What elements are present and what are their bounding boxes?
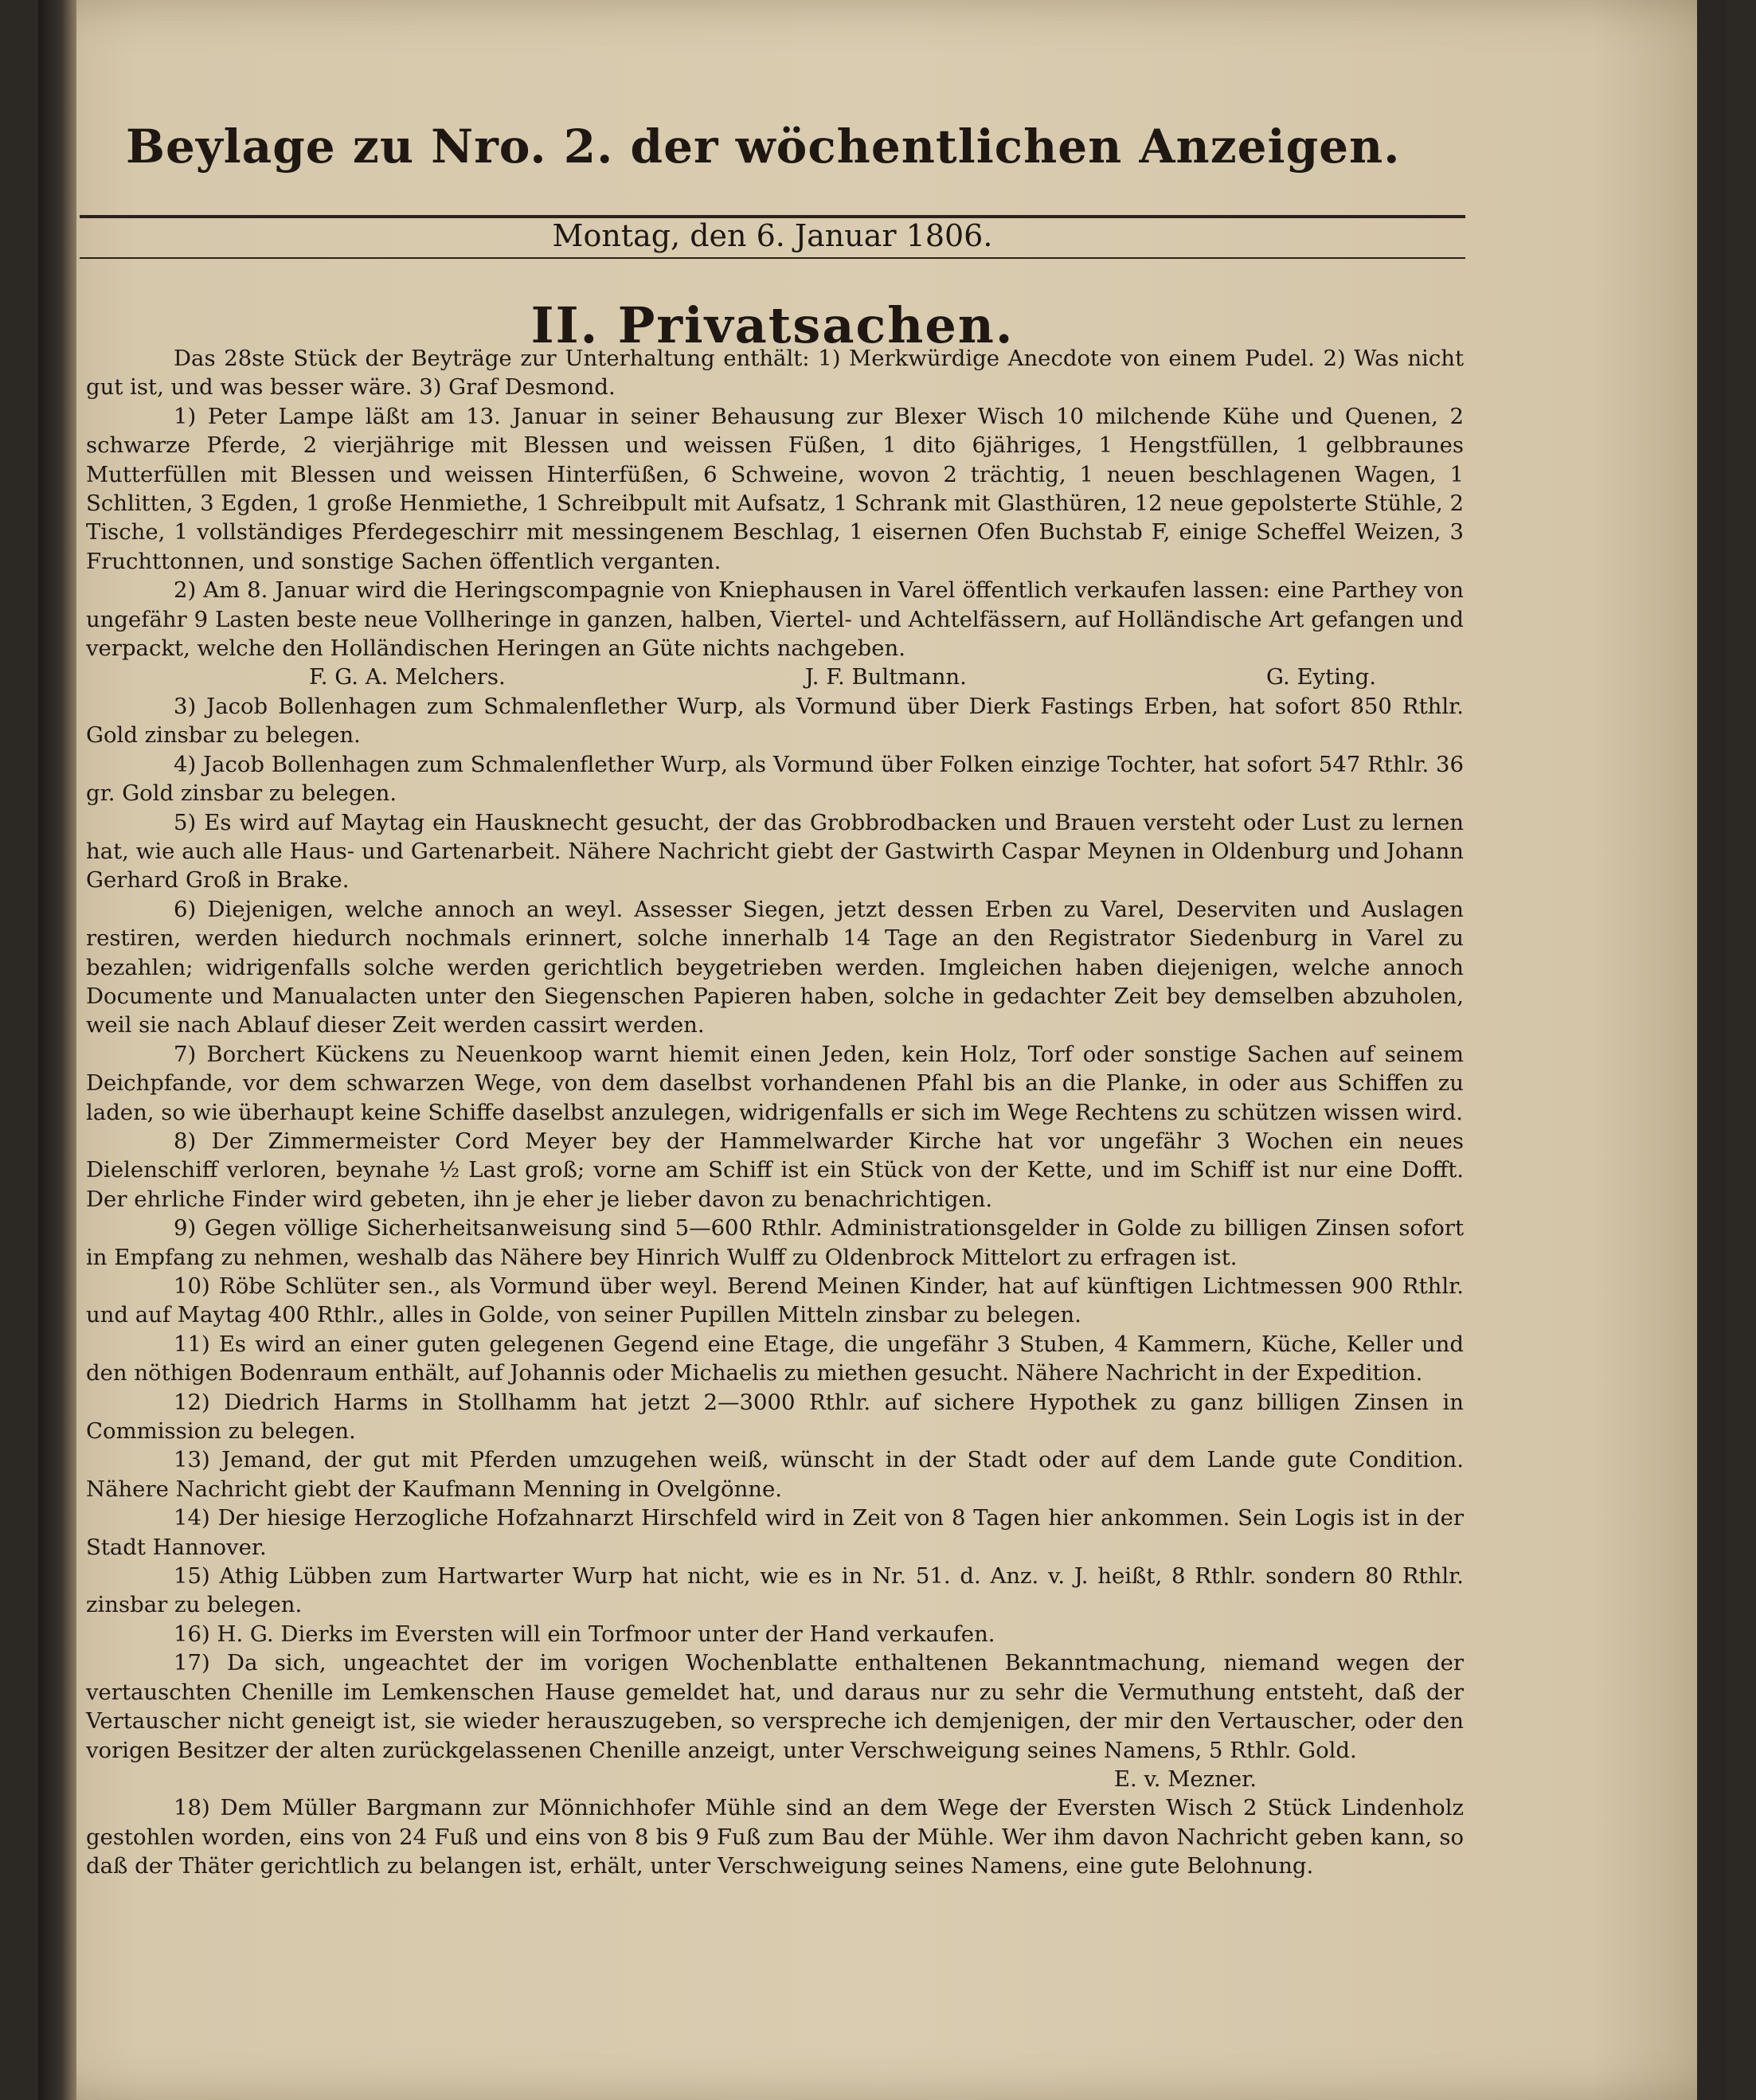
entry-14: 14) Der hiesige Herzogliche Hofzahnarzt Hirschfeld wird in Zeit von 8 Tagen hier ankommen. Sein Logis ist in der Stadt Hannover. xyxy=(86,1505,1464,1560)
header-rule-bottom xyxy=(80,257,1465,259)
dateline: Montag, den 6. Januar 1806. xyxy=(552,218,993,253)
signature-eyting: G. Eyting. xyxy=(1266,664,1376,690)
entry-9: 9) Gegen völlige Sicherheitsanweisung sind 5—600 Rthlr. Administrationsgelder in Golde zu billigen Zinsen sofort in Empfang zu nehmen, weshalb das Nähere bey Hinrich Wulff zu Oldenbrock Mittelort zu erfragen ist. xyxy=(86,1215,1464,1270)
entry-8: 8) Der Zimmermeister Cord Meyer bey der Hammelwarder Kirche hat vor ungefähr 3 Wochen ein neues Dielenschiff verloren, beynahe ½ Last groß; vorne am Schiff ist ein Stück von der Kette, und im Schiff ist nur eine Dofft. Der ehrliche Finder wird gebeten, ihn je eher je lieber davon zu benachrichtigen. xyxy=(86,1128,1464,1212)
entry-4: 4) Jacob Bollenhagen zum Schmalenflether Wurp, als Vormund über Folken einzige Tochter, hat sofort 547 Rthlr. 36 gr. Gold zinsbar zu belegen. xyxy=(86,751,1464,807)
entry-2-signatures xyxy=(86,663,1464,691)
section-title: II. Privatsachen. xyxy=(530,296,1015,354)
entry-2: 2) Am 8. Januar wird die Heringscompagnie von Kniephausen in Varel öffentlich verkaufen lassen: eine Parthey von ungefähr 9 Lasten beste neue Vollheringe in ganzen, halben, Viertel- und Achtelfässern, auf Holländische Art gefangen und verpackt, welche den Holländischen Heringen an Güte nichts nachgeben. xyxy=(86,577,1464,662)
book-binding xyxy=(38,0,76,2100)
entry-15: 15) Athig Lübben zum Hartwarter Wurp hat nicht, wie es in Nr. 51. d. Anz. v. J. heißt, 8 Rthlr. sondern 80 Rthlr. zinsbar zu belegen. xyxy=(86,1563,1464,1618)
article-body xyxy=(86,344,1464,1881)
page-edge xyxy=(1697,0,1727,2100)
entry-17: 17) Da sich, ungeachtet der im vorigen Wochenblatte enthaltenen Bekanntmachung, niemand wegen der vertauschten Chenille im Lemkenschen Hause gemeldet hat, und daraus nur zu sehr die Vermuthung entsteht, daß der Vertauscher nicht geneigt ist, sie wieder herauszugeben, so verspreche ich demjenigen, der mir den Vertauscher, oder den vorigen Besitzer der alten zurückgelassenen Chenille anzeigt, unter Verschweigung seines Namens, 5 Rthlr. Gold. xyxy=(86,1650,1464,1763)
entry-10: 10) Röbe Schlüter sen., als Vormund über weyl. Berend Meinen Kinder, hat auf künftigen Lichtmessen 900 Rthlr. und auf Maytag 400 Rthlr., alles in Golde, von seiner Pupillen Mitteln zinsbar zu belegen. xyxy=(86,1273,1464,1328)
entry-13: 13) Jemand, der gut mit Pferden umzugehen weiß, wünscht in der Stadt oder auf dem Lande gute Condition. Nähere Nachricht giebt der Kaufmann Menning in Ovelgönne. xyxy=(86,1447,1464,1502)
entry-11: 11) Es wird an einer guten gelegenen Gegend eine Etage, die ungefähr 3 Stuben, 4 Kammern, Küche, Keller und den nöthigen Bodenraum enthält, auf Johannis oder Michaelis zu miethen gesucht. Nähere Nachricht in der Expedition. xyxy=(86,1331,1464,1386)
entry-intro: Das 28ste Stück der Beyträge zur Unterhaltung enthält: 1) Merkwürdige Anecdote von einem Pudel. 2) Was nicht gut ist, und was besser wäre. 3) Graf Desmond. xyxy=(86,346,1464,401)
entry-7: 7) Borchert Kückens zu Neuenkoop warnt hiemit einen Jeden, kein Holz, Torf oder sonstige Sachen auf seinem Deichpfande, vor dem schwarzen Wege, von dem daselbst vorhandenen Pfahl bis an die Planke, in oder aus Schiffen zu laden, so wie überhaupt keine Schiffe daselbst anzulegen, widrigenfalls er sich im Wege Rechtens zu schützen wissen wird. xyxy=(86,1041,1464,1125)
entry-1: 1) Peter Lampe läßt am 13. Januar in seiner Behausung zur Blexer Wisch 10 milchende Kühe und Quenen, 2 schwarze Pferde, 2 vierjährige mit Blessen und weissen Füßen, 1 dito 6jähriges, 1 Hengstfüllen, 1 gelbbraunes Mutterfüllen mit Blessen und weissen Hinterfüßen, 6 Schweine, wovon 2 trächtig, 1 neuen beschlagenen Wagen, 1 Schlitten, 3 Egden, 1 große Henmiethe, 1 Schreibpult mit Aufsatz, 1 Schrank mit Glasthüren, 12 neue gepolsterte Stühle, 2 Tische, 1 vollständiges Pferdegeschirr mit messingenem Beschlag, 1 eisernen Ofen Buchstab F, einige Scheffel Weizen, 3 Fruchttonnen, und sonstige Sachen öffentlich verganten. xyxy=(86,403,1464,574)
entry-3: 3) Jacob Bollenhagen zum Schmalenflether Wurp, als Vormund über Dierk Fastings Erben, hat sofort 850 Rthlr. Gold zinsbar zu belegen. xyxy=(86,693,1464,749)
entry-12: 12) Diedrich Harms in Stollhamm hat jetzt 2—3000 Rthlr. auf sichere Hypothek zu ganz billigen Zinsen in Commission zu belegen. xyxy=(86,1389,1464,1445)
signature-bultmann: J. F. Bultmann. xyxy=(804,664,967,690)
entry-18: 18) Dem Müller Bargmann zur Mönnichhofer Mühle sind an dem Wege der Eversten Wisch 2 Stück Lindenholz gestohlen worden, eins von 24 Fuß und eins von 8 bis 9 Fuß zum Bau der Mühle. Wer ihm davon Nachricht geben kann, so daß der Thäter gerichtlich zu belangen ist, erhält, unter Verschweigung seines Namens, eine gute Belohnung. xyxy=(86,1795,1464,1879)
entry-5: 5) Es wird auf Maytag ein Hausknecht gesucht, der das Grobbrodbacken und Brauen versteht oder Lust zu lernen hat, wie auch alle Haus- und Gartenarbeit. Nähere Nachricht giebt der Gastwirth Caspar Meynen in Oldenburg und Johann Gerhard Groß in Brake. xyxy=(86,809,1464,894)
entry-6: 6) Diejenigen, welche annoch an weyl. Assesser Siegen, jetzt dessen Erben zu Varel, Deserviten und Auslagen restiren, werden hiedurch nochmals erinnert, solche innerhalb 14 Tage an den Registrator Siedenburg in Varel zu bezahlen; widrigenfalls solche werden gerichtlich beygetrieben werden. Imgleichen haben diejenigen, welche annoch Documente und Manualacten unter den Siegenschen Papieren haben, solche in gedachter Zeit bey demselben abzuholen, weil sie nach Ablauf dieser Zeit werden cassirt werden. xyxy=(86,896,1464,1038)
signature-melchers: F. G. A. Melchers. xyxy=(309,664,506,690)
entry-16: 16) H. G. Dierks im Eversten will ein Torfmoor unter der Hand verkaufen. xyxy=(174,1621,995,1647)
masthead: Beylage zu Nro. 2. der wöchentlichen Anzeigen. xyxy=(126,119,1401,174)
entry-17-signature: E. v. Mezner. xyxy=(1113,1766,1257,1792)
